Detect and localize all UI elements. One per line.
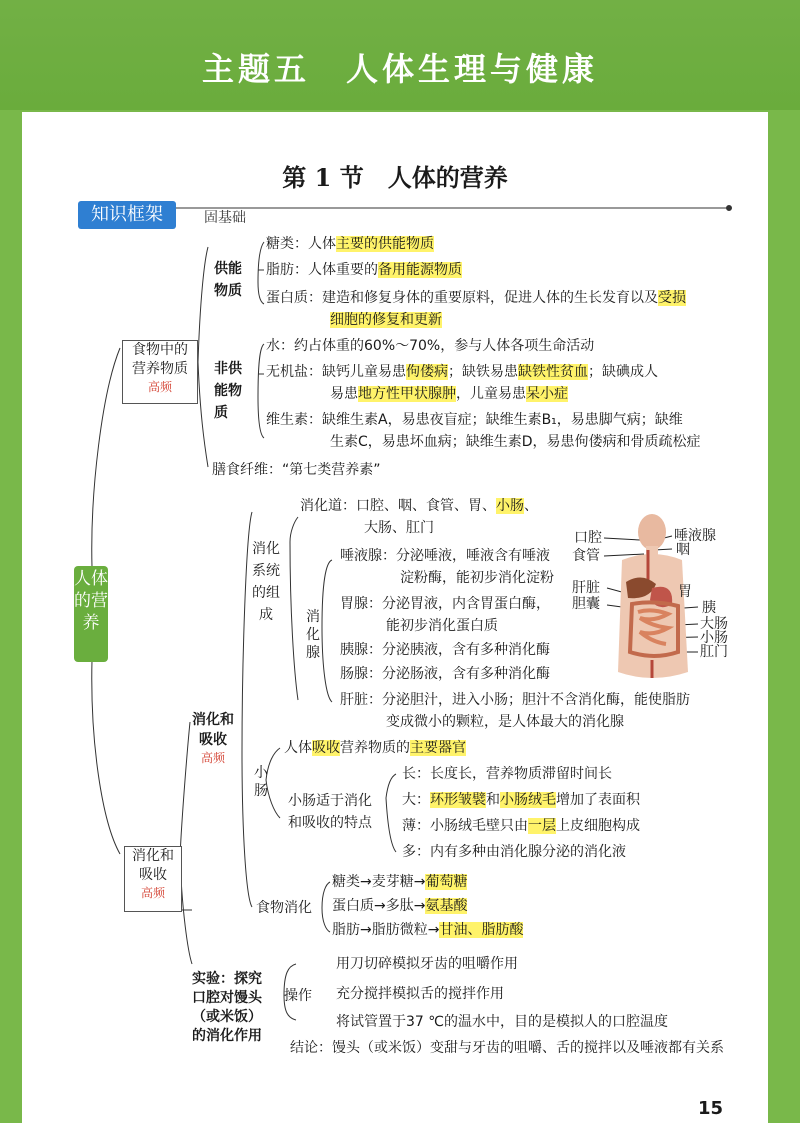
salivary-line-2: 淀粉酶，能初步消化淀粉 [400,570,554,586]
water-line: 水：约占体重的60%～70%，参与人体各项生命活动 [266,338,595,354]
chapter-title: 主题五 人体生理与健康 [201,50,598,88]
conclusion: 结论：馒头（或米饭）变甜与牙齿的咀嚼、舌的搅拌以及唾液都有关系 [290,1040,724,1056]
mineral-line-2: 易患地方性甲状腺肿，儿童易患呆小症 [330,386,568,402]
supply-label: 供能 物质 [214,261,242,299]
liver-line-2: 变成微小的颗粒，是人体最大的消化腺 [386,714,624,730]
protein-digestion: 蛋白质→多肽→氨基酸 [332,898,468,914]
figure-label-pancreas: 胰 [702,600,716,616]
figure-label-gallbladder: 胆囊 [572,596,600,612]
digest-inner-label: 消化和 吸收 高频 [192,712,234,765]
gland-label: 消 化 腺 [306,609,320,661]
fat-line: 脂肪：人体重要的备用能源物质 [266,262,462,278]
feature-large: 大：环形皱襞和小肠绒毛增加了表面积 [402,792,640,808]
root-node-human-nutrition: 人体 的营 养 [74,566,108,662]
figure-label-mouth: 口腔 [574,530,602,546]
fiber-line: 膳食纤维：“第七类营养素” [212,462,381,478]
digestive-tract-line: 消化道：口腔、咽、食管、胃、小肠、 [300,498,538,514]
gastric-line: 胃腺：分泌胃液，内含胃蛋白酶， [340,596,550,612]
sugar-line: 糖类：人体主要的供能物质 [266,236,434,252]
vitamin-line: 维生素：缺维生素A，易患夜盲症；缺维生素B₁，易患脚气病；缺维 [266,412,683,428]
figure-label-anus: 肛门 [700,644,728,660]
figure-label-stomach: 胃 [678,584,692,600]
figure-label-liver: 肝脏 [572,580,600,596]
salivary-line: 唾液腺：分泌唾液，唾液含有唾液 [340,548,550,564]
feature-long: 长：长度长，营养物质滞留时间长 [402,766,612,782]
mineral-line: 无机盐：缺钙儿童易患佝偻病；缺铁易患缺铁性贫血；缺碘成人 [266,364,658,380]
small-intestine-label: 小 肠 [254,765,268,799]
figure-label-salivary: 唾液腺 [674,528,716,544]
system-label: 消化 系统 的组 成 [252,541,280,623]
section-title: 第 1 节 人体的营养 [282,163,508,192]
sugar-digestion: 糖类→麦芽糖→葡萄糖 [332,874,468,890]
operation-1: 用刀切碎模拟牙齿的咀嚼作用 [336,956,518,972]
liver-line: 肝脏：分泌胆汁，进入小肠；胆汁不含消化酶，能使脂肪 [340,692,690,708]
food-digestion-label: 食物消化 [256,900,312,916]
food-nutrients-node: 食物中的 营养物质 高频 [122,340,198,404]
feature-thin: 薄：小肠绒毛壁只由一层上皮细胞构成 [402,818,640,834]
small-intestine-feature-label: 小肠适于消化 和吸收的特点 [288,793,372,831]
figure-label-esophagus: 食管 [572,548,600,564]
figure-label-small-intestine: 小肠 [700,630,728,646]
intestinal-gland-line: 肠腺：分泌肠液，含有多种消化酶 [340,666,550,682]
knowledge-framework-badge: 知识框架 [78,201,176,229]
small-intestine-main: 人体吸收营养物质的主要器官 [284,740,466,756]
digestive-tract-line-2: 大肠、肛门 [364,520,434,536]
figure-label-pharynx: 咽 [676,542,690,558]
page-number: 15 [698,1098,724,1119]
gastric-line-2: 能初步消化蛋白质 [386,618,498,634]
feature-many: 多：内有多种由消化腺分泌的消化液 [402,844,626,860]
pancreas-line: 胰腺：分泌胰液，含有多种消化酶 [340,642,550,658]
page [22,112,768,1123]
experiment-label: 实验：探究 口腔对馒头 （或米饭） 的消化作用 [192,971,262,1044]
nonsupply-label: 非供 能物 质 [214,361,242,421]
subtitle: 固基础 [204,210,246,226]
protein-line-2: 细胞的修复和更新 [330,312,442,328]
frequency-tag: 高频 [147,380,172,394]
vitamin-line-2: 生素C，易患坏血病；缺维生素D，易患佝偻病和骨质疏松症 [330,434,701,450]
protein-line: 蛋白质：建造和修复身体的重要原料，促进人体的生长发育以及受损 [266,290,686,306]
operation-label: 操作 [284,988,312,1004]
digestion-absorption-node: 消化和 吸收 高频 [124,846,182,912]
figure-label-large-intestine: 大肠 [700,616,728,632]
fat-digestion: 脂肪→脂肪微粒→甘油、脂肪酸 [332,922,524,938]
operation-2: 充分搅拌模拟舌的搅拌作用 [336,986,504,1002]
operation-3: 将试管置于37 ℃的温水中，目的是模拟人的口腔温度 [336,1014,668,1030]
